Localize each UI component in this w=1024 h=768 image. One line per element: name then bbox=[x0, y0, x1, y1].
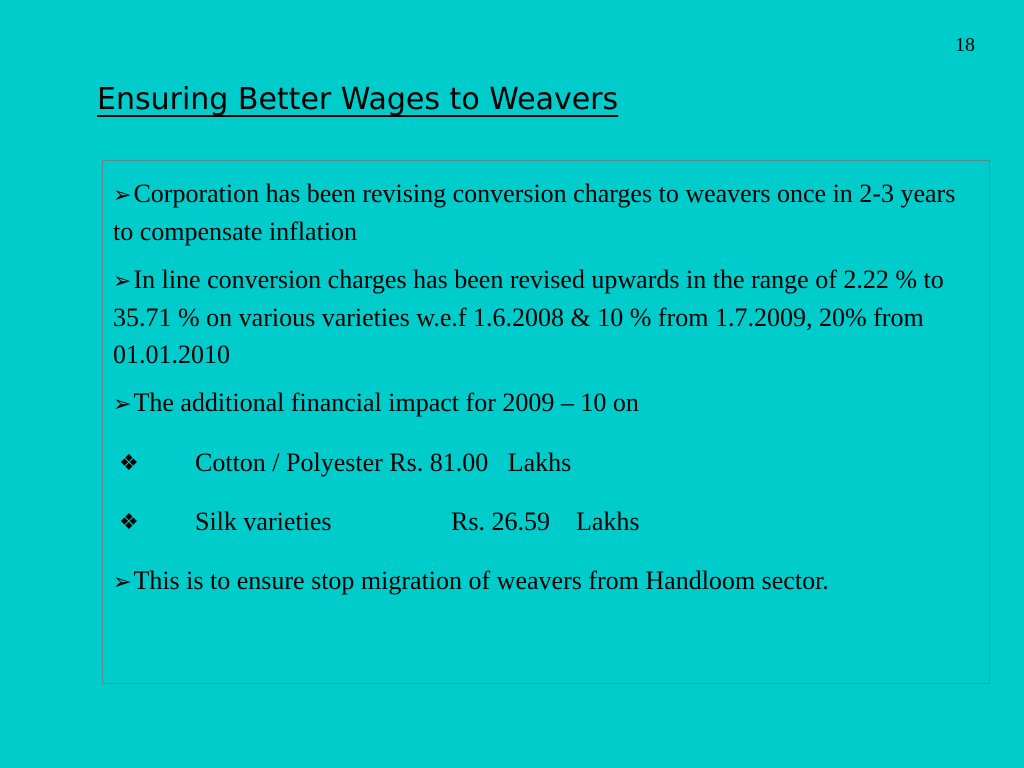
impact-item-name: Silk varieties bbox=[195, 507, 332, 536]
arrow-bullet-icon: ➢ bbox=[113, 182, 132, 207]
diamond-bullet-icon: ❖ bbox=[119, 450, 139, 475]
diamond-bullet-icon: ❖ bbox=[119, 509, 139, 534]
impact-item-cotton bbox=[113, 444, 977, 481]
impact-item-value: Rs. 26.59 Lakhs bbox=[451, 507, 640, 536]
arrow-bullet-icon: ➢ bbox=[113, 569, 132, 594]
bullet-text-3: The additional financial impact for 2009 – 10 on bbox=[133, 388, 639, 417]
content-box bbox=[102, 160, 990, 684]
bullet-paragraph-4 bbox=[113, 562, 977, 600]
bullet-paragraph-3 bbox=[113, 384, 977, 422]
slide-title: Ensuring Better Wages to Weavers bbox=[97, 82, 619, 117]
bullet-paragraph-1 bbox=[113, 175, 977, 250]
impact-item-silk bbox=[113, 503, 977, 540]
bullet-text-2: In line conversion charges has been revised upwards in the range of 2.22 % to 35.71 % on various varieties w.e.f 1.6.2008 & 10 % from 1.7.2009, 20% from 01.01.2010 bbox=[113, 265, 944, 369]
impact-item-name: Cotton / Polyester bbox=[195, 448, 383, 477]
bullet-text-4: This is to ensure stop migration of weavers from Handloom sector. bbox=[133, 566, 829, 595]
arrow-bullet-icon: ➢ bbox=[113, 391, 132, 416]
bullet-paragraph-2 bbox=[113, 261, 977, 373]
arrow-bullet-icon: ➢ bbox=[113, 268, 132, 293]
impact-item-value: Rs. 81.00 Lakhs bbox=[382, 448, 572, 477]
slide-number: 18 bbox=[955, 34, 975, 56]
bullet-text-1: Corporation has been revising conversion charges to weavers once in 2-3 years to compensate inflation bbox=[113, 179, 956, 246]
